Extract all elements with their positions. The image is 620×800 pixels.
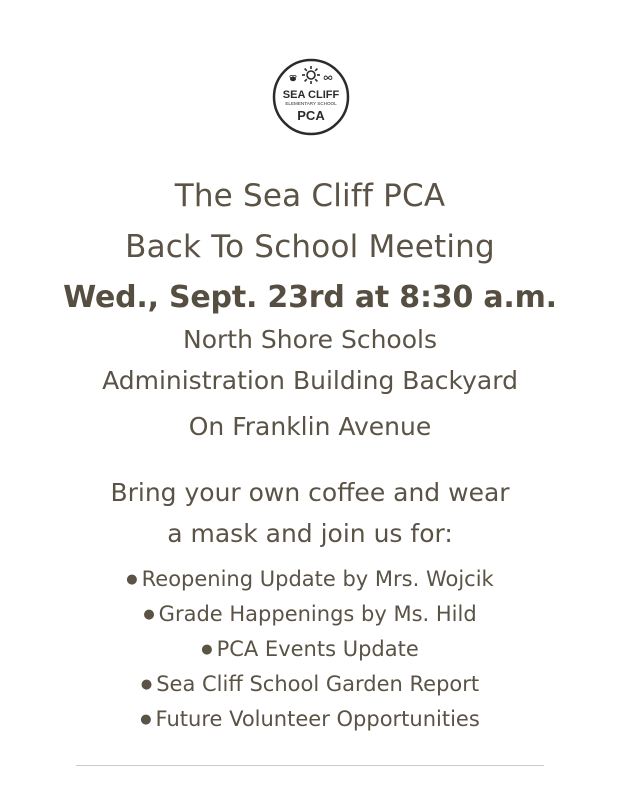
agenda-item: ● Reopening Update by Mrs. Wojcik <box>126 567 494 591</box>
heading-line-2: Back To School Meeting <box>125 229 495 265</box>
agenda-item: ● Sea Cliff School Garden Report <box>140 672 480 696</box>
sea-cliff-pca-logo <box>272 58 350 136</box>
bullet-icon: ● <box>201 642 213 657</box>
venue-line-1: North Shore Schools <box>183 325 437 354</box>
bottom-divider <box>76 765 544 766</box>
bullet-icon: ● <box>126 572 138 587</box>
bullet-icon: ● <box>140 712 152 727</box>
venue-line-2: Administration Building Backyard <box>102 366 518 395</box>
heading-line-1: The Sea Cliff PCA <box>174 178 446 214</box>
logo-org: PCA <box>297 108 325 123</box>
bullet-icon: ● <box>143 607 155 622</box>
logo-subtitle: ELEMENTARY SCHOOL <box>285 101 337 106</box>
invite-line-1: Bring your own coffee and wear <box>110 478 510 507</box>
bullet-icon: ● <box>140 677 153 692</box>
agenda-item: ● Future Volunteer Opportunities <box>140 707 480 731</box>
agenda-item: ● PCA Events Update <box>201 637 419 661</box>
venue-line-3: On Franklin Avenue <box>188 412 432 441</box>
invite-line-2: a mask and join us for: <box>167 519 453 548</box>
meeting-date-time: Wed., Sept. 23rd at 8:30 a.m. <box>63 280 557 315</box>
agenda-list <box>0 564 620 739</box>
logo-name: SEA CLIFF <box>282 89 340 101</box>
agenda-item: ● Grade Happenings by Ms. Hild <box>143 602 477 626</box>
